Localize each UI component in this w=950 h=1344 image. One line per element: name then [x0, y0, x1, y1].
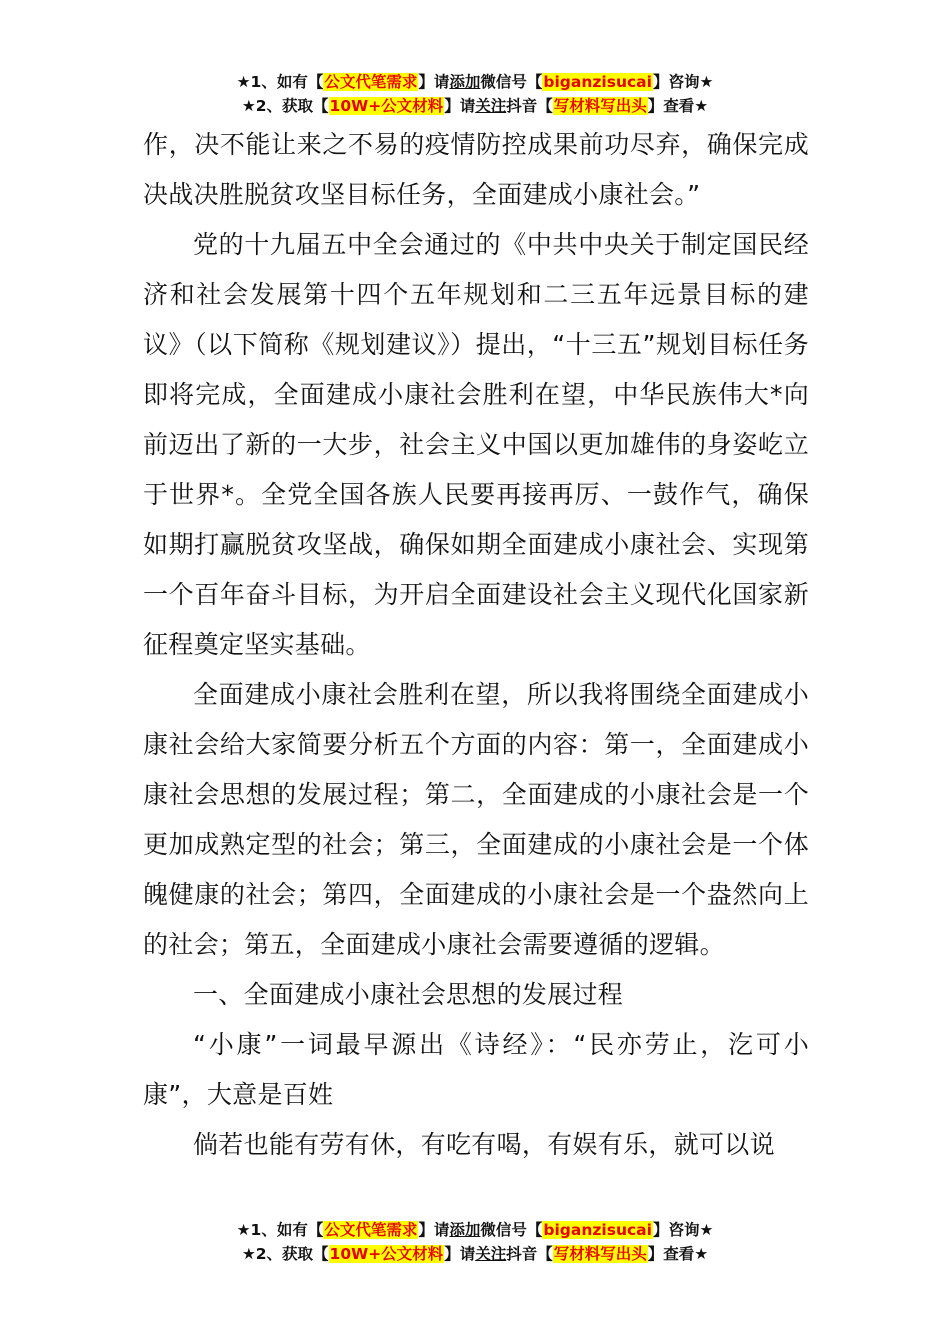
header-banner: [0, 70, 950, 118]
banner-highlight: 公文代笔需求: [324, 1221, 418, 1239]
paragraph: “小康”一词最早源出《诗经》：“民亦劳止，汔可小康”，大意是百姓: [143, 1030, 809, 1109]
banner-douyin-id: 写材料写出头: [553, 97, 647, 115]
paragraph-continuation: 作，决不能让来之不易的疫情防控成果前功尽弃，确保完成决战决胜脱贫攻坚目标任务，全面建成小康社会。”: [143, 130, 809, 209]
section-heading: 一、全面建成小康社会思想的发展过程: [193, 980, 624, 1009]
banner-line-1: ★1、如有【公文代笔需求】请添加微信号【biganzisucai】咨询★: [236, 1221, 714, 1239]
document-body: [143, 120, 809, 1170]
paragraph: 全面建成小康社会胜利在望，所以我将围绕全面建成小康社会给大家简要分析五个方面的内容：第一，全面建成小康社会思想的发展过程；第二，全面建成的小康社会是一个更加成熟定型的社会；第三，全面建成的小康社会是一个体魄健康的社会；第四，全面建成的小康社会是一个盎然向上的社会；第五，全面建成小康社会需要遵循的逻辑。: [143, 680, 809, 959]
banner-highlight: 公文代笔需求: [324, 73, 418, 91]
banner-highlight: 10W+公文材料: [329, 1245, 444, 1263]
banner-douyin-id: 写材料写出头: [553, 1245, 647, 1263]
paragraph: 倘若也能有劳有休，有吃有喝，有娱有乐，就可以说: [193, 1130, 775, 1159]
paragraph: 党的十九届五中全会通过的《中共中央关于制定国民经济和社会发展第十四个五年规划和二三五年远景目标的建议》（以下简称《规划建议》）提出，“十三五”规划目标任务即将完成，全面建成小康社会胜利在望，中华民族伟大*向前迈出了新的一大步，社会主义中国以更加雄伟的身姿屹立于世界*。全党全国各族人民要再接再厉、一鼓作气，确保如期打赢脱贫攻坚战，确保如期全面建成小康社会、实现第一个百年奋斗目标，为开启全面建设社会主义现代化国家新征程奠定坚实基础。: [143, 230, 809, 659]
banner-line-2: ★2、获取【10W+公文材料】请关注抖音【写材料写出头】查看★: [241, 97, 709, 115]
footer-banner: [0, 1218, 950, 1266]
banner-highlight: 10W+公文材料: [329, 97, 444, 115]
banner-wechat-id: biganzisucai: [543, 73, 652, 91]
banner-wechat-id: biganzisucai: [543, 1221, 652, 1239]
banner-line-2: ★2、获取【10W+公文材料】请关注抖音【写材料写出头】查看★: [241, 1245, 709, 1263]
banner-line-1: ★1、如有【公文代笔需求】请添加微信号【biganzisucai】咨询★: [236, 73, 714, 91]
